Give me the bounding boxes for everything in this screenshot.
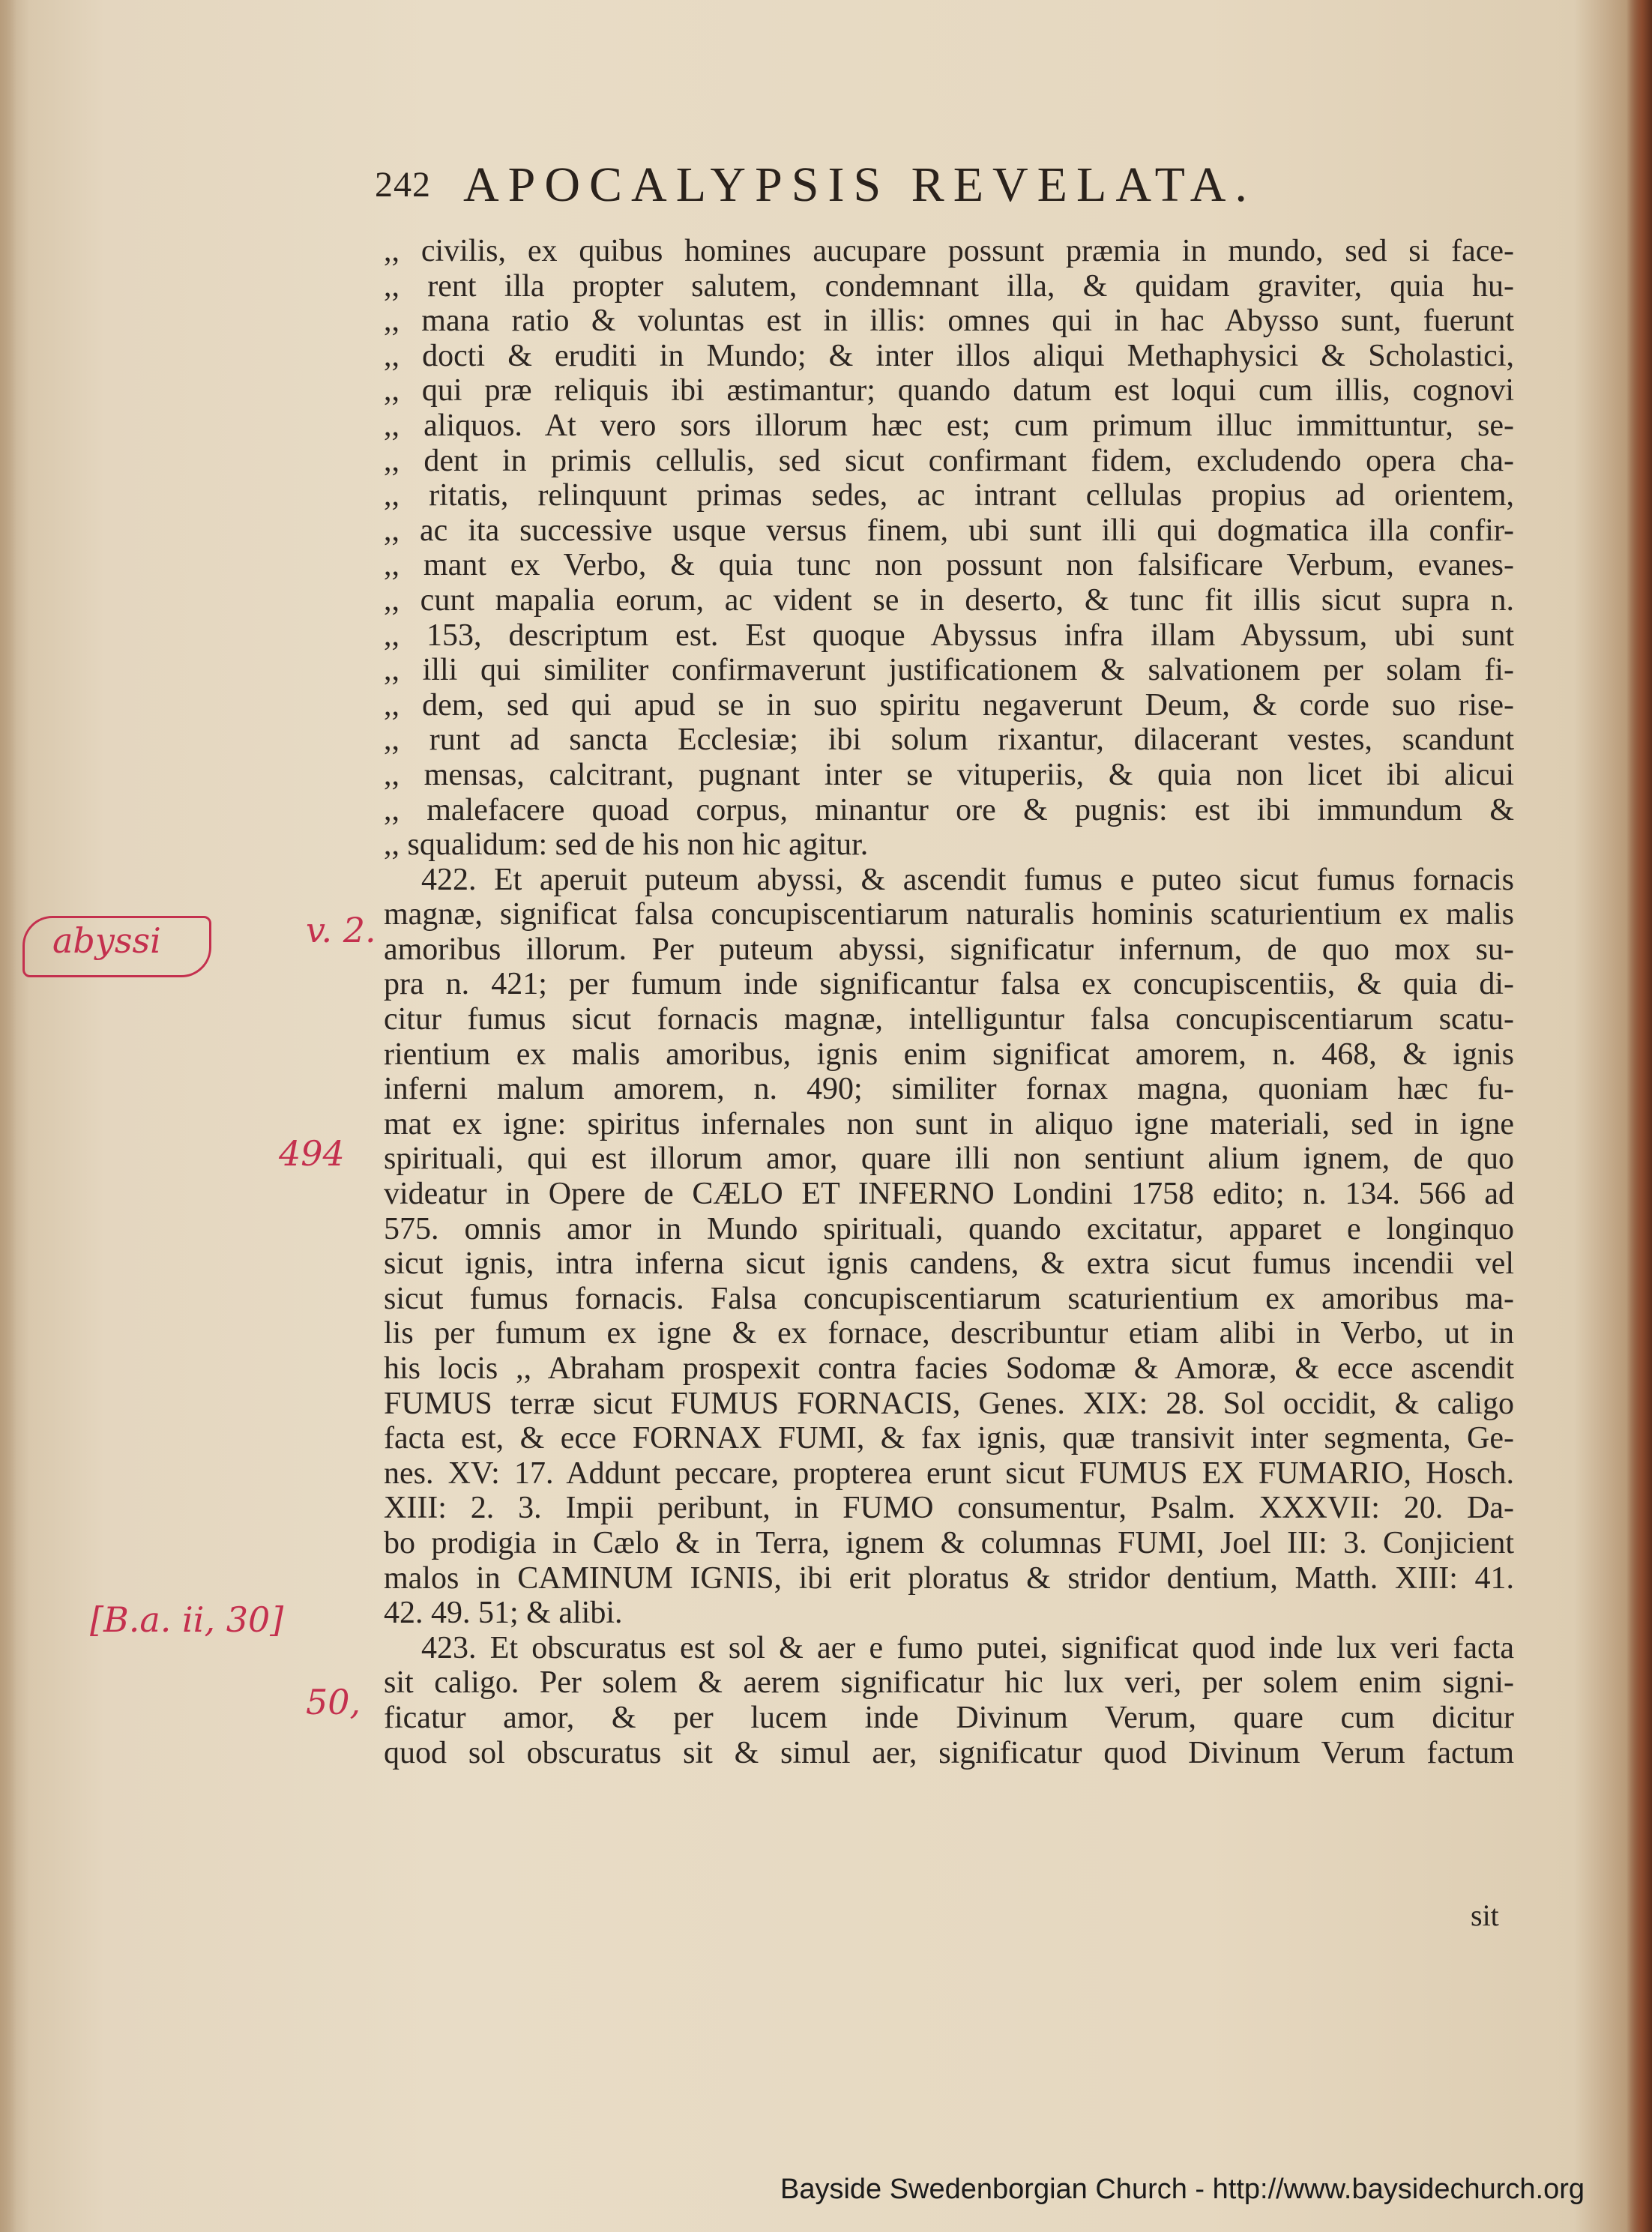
running-title: APOCALYPSIS REVELATA. bbox=[463, 157, 1256, 212]
text-line: sicut fumus fornacis. Falsa concupiscentiarum scaturientium ex amoribus ma- bbox=[384, 1281, 1514, 1316]
text-line: ,, rent illa propter salutem, condemnant illa, & quidam graviter, quia hu- bbox=[384, 268, 1514, 304]
page-number: 242 bbox=[375, 165, 431, 205]
text-line: videatur in Opere de CÆLO ET INFERNO Londini 1758 edito; n. 134. 566 ad bbox=[384, 1177, 1514, 1212]
text-line: nes. XV: 17. Addunt peccare, propterea erunt sicut FUMUS EX FUMARIO, Hosch. bbox=[384, 1456, 1514, 1491]
text-line: lis per fumum ex igne & ex fornace, describuntur etiam alibi in Verbo, ut in bbox=[384, 1316, 1514, 1351]
text-line: 423. Et obscuratus est sol & aer e fumo putei, significat quod inde lux veri facta bbox=[421, 1630, 1514, 1665]
text-line: citur fumus sicut fornacis magnæ, intelliguntur falsa concupiscentiarum scatu- bbox=[384, 1002, 1514, 1037]
text-line: magnæ, significat falsa concupiscentiarum naturalis hominis scaturientium ex malis bbox=[384, 897, 1514, 932]
text-line: ,, civilis, ex quibus homines aucupare possunt præmia in mundo, sed si face- bbox=[384, 234, 1514, 268]
text-line: ,, ritatis, relinquunt primas sedes, ac intrant cellulas propius ad orientem, bbox=[384, 478, 1514, 513]
text-line: ,, qui præ reliquis ibi æstimantur; quando datum est loqui cum illis, cognovi bbox=[384, 373, 1514, 408]
text-line: inferni malum amorem, n. 490; similiter fornax magna, quoniam hæc fu- bbox=[384, 1072, 1514, 1107]
page-left-edge bbox=[0, 0, 16, 2232]
text-line: ,, squalidum: sed de his non hic agitur. bbox=[384, 827, 869, 863]
text-line: ,, dem, sed qui apud se in suo spiritu negaverunt Deum, & corde suo rise- bbox=[384, 687, 1514, 723]
margin-note-reference: [B.a. ii, 30] bbox=[90, 1599, 284, 1640]
text-line: amoribus illorum. Per puteum abyssi, significatur infernum, de quo mox su- bbox=[384, 932, 1514, 967]
text-line: ,, 153, descriptum est. Est quoque Abyssus infra illam Abyssum, ubi sunt bbox=[384, 618, 1514, 653]
text-line: quod sol obscuratus sit & simul aer, significatur quod Divinum Verum factum bbox=[384, 1735, 1514, 1770]
text-line: his locis ,, Abraham prospexit contra facies Sodomæ & Amoræ, & ecce ascendit bbox=[384, 1351, 1514, 1386]
text-line: mat ex igne: spiritus infernales non sunt in aliquo igne materiali, sed in igne bbox=[384, 1106, 1514, 1141]
text-line: ,, malefacere quoad corpus, minantur ore & pugnis: est ibi immundum & bbox=[384, 792, 1514, 827]
text-line: 42. 49. 51; & alibi. bbox=[384, 1596, 623, 1631]
text-line: 575. omnis amor in Mundo spirituali, quando excitatur, apparet e longinquo bbox=[384, 1211, 1514, 1246]
text-line: bo prodigia in Cælo & in Terra, ignem & columnas FUMI, Joel III: 3. Conjicient bbox=[384, 1525, 1514, 1560]
margin-note-50: 50, bbox=[306, 1682, 361, 1722]
page-header bbox=[375, 154, 1439, 214]
text-line: malos in CAMINUM IGNIS, ibi erit ploratus & stridor dentium, Matth. XIII: 41. bbox=[384, 1560, 1514, 1596]
text-line: spirituali, qui est illorum amor, quare illi non sentiunt alium ignem, de quo bbox=[384, 1141, 1514, 1177]
text-line: sit caligo. Per solem & aerem significatur hic lux veri, per solem enim signi- bbox=[384, 1665, 1514, 1701]
text-line: pra n. 421; per fumum inde significantur falsa ex concupiscentiis, & quia di- bbox=[384, 967, 1514, 1002]
text-line: rientium ex malis amoribus, ignis enim significat amorem, n. 468, & ignis bbox=[384, 1037, 1514, 1072]
text-line: ,, mant ex Verbo, & quia tunc non possunt non falsificare Verbum, evanes- bbox=[384, 548, 1514, 583]
body-text bbox=[384, 234, 1514, 1770]
catchword: sit bbox=[1471, 1898, 1499, 1932]
margin-note-494: 494 bbox=[279, 1133, 345, 1174]
margin-note-verse: v. 2. bbox=[306, 910, 376, 950]
binding-shadow bbox=[1627, 0, 1652, 2232]
text-line: ,, mana ratio & voluntas est in illis: omnes qui in hac Abysso sunt, fuerunt bbox=[384, 304, 1514, 339]
text-line: ficatur amor, & per lucem inde Divinum Verum, quare cum dicitur bbox=[384, 1700, 1514, 1735]
text-line: ,, dent in primis cellulis, sed sicut confirmant fidem, excludendo opera cha- bbox=[384, 443, 1514, 478]
text-line: 422. Et aperuit puteum abyssi, & ascendit fumus e puteo sicut fumus fornacis bbox=[421, 862, 1514, 897]
text-line: ,, docti & eruditi in Mundo; & inter illos aliqui Methaphysici & Scholastici, bbox=[384, 338, 1514, 373]
text-line: FUMUS terræ sicut FUMUS FORNACIS, Genes. XIX: 28. Sol occidit, & caligo bbox=[384, 1386, 1514, 1421]
text-line: ,, aliquos. At vero sors illorum hæc est; cum primum illuc immittuntur, se- bbox=[384, 408, 1514, 443]
text-line: ,, mensas, calcitrant, pugnant inter se vituperiis, & quia non licet ibi alicui bbox=[384, 757, 1514, 792]
text-line: ,, illi qui similiter confirmaverunt justificationem & salvationem per solam fi- bbox=[384, 653, 1514, 688]
margin-note-abyssi: abyssi bbox=[52, 920, 161, 961]
watermark-credit: Bayside Swedenborgian Church - http://www.baysidechurch.org bbox=[780, 2174, 1585, 2205]
text-line: XIII: 2. 3. Impii peribunt, in FUMO consumentur, Psalm. XXXVII: 20. Da- bbox=[384, 1491, 1514, 1526]
text-line: ,, cunt mapalia eorum, ac vident se in deserto, & tunc fit illis sicut supra n. bbox=[384, 582, 1514, 618]
text-line: ,, ac ita successive usque versus finem, ubi sunt illi qui dogmatica illa confir- bbox=[384, 513, 1514, 548]
text-line: sicut ignis, intra inferna sicut ignis candens, & extra sicut fumus incendii vel bbox=[384, 1246, 1514, 1282]
text-line: ,, runt ad sancta Ecclesiæ; ibi solum rixantur, dilacerant vestes, scandunt bbox=[384, 723, 1514, 758]
text-line: facta est, & ecce FORNAX FUMI, & fax ignis, quæ transivit inter segmenta, Ge- bbox=[384, 1421, 1514, 1456]
